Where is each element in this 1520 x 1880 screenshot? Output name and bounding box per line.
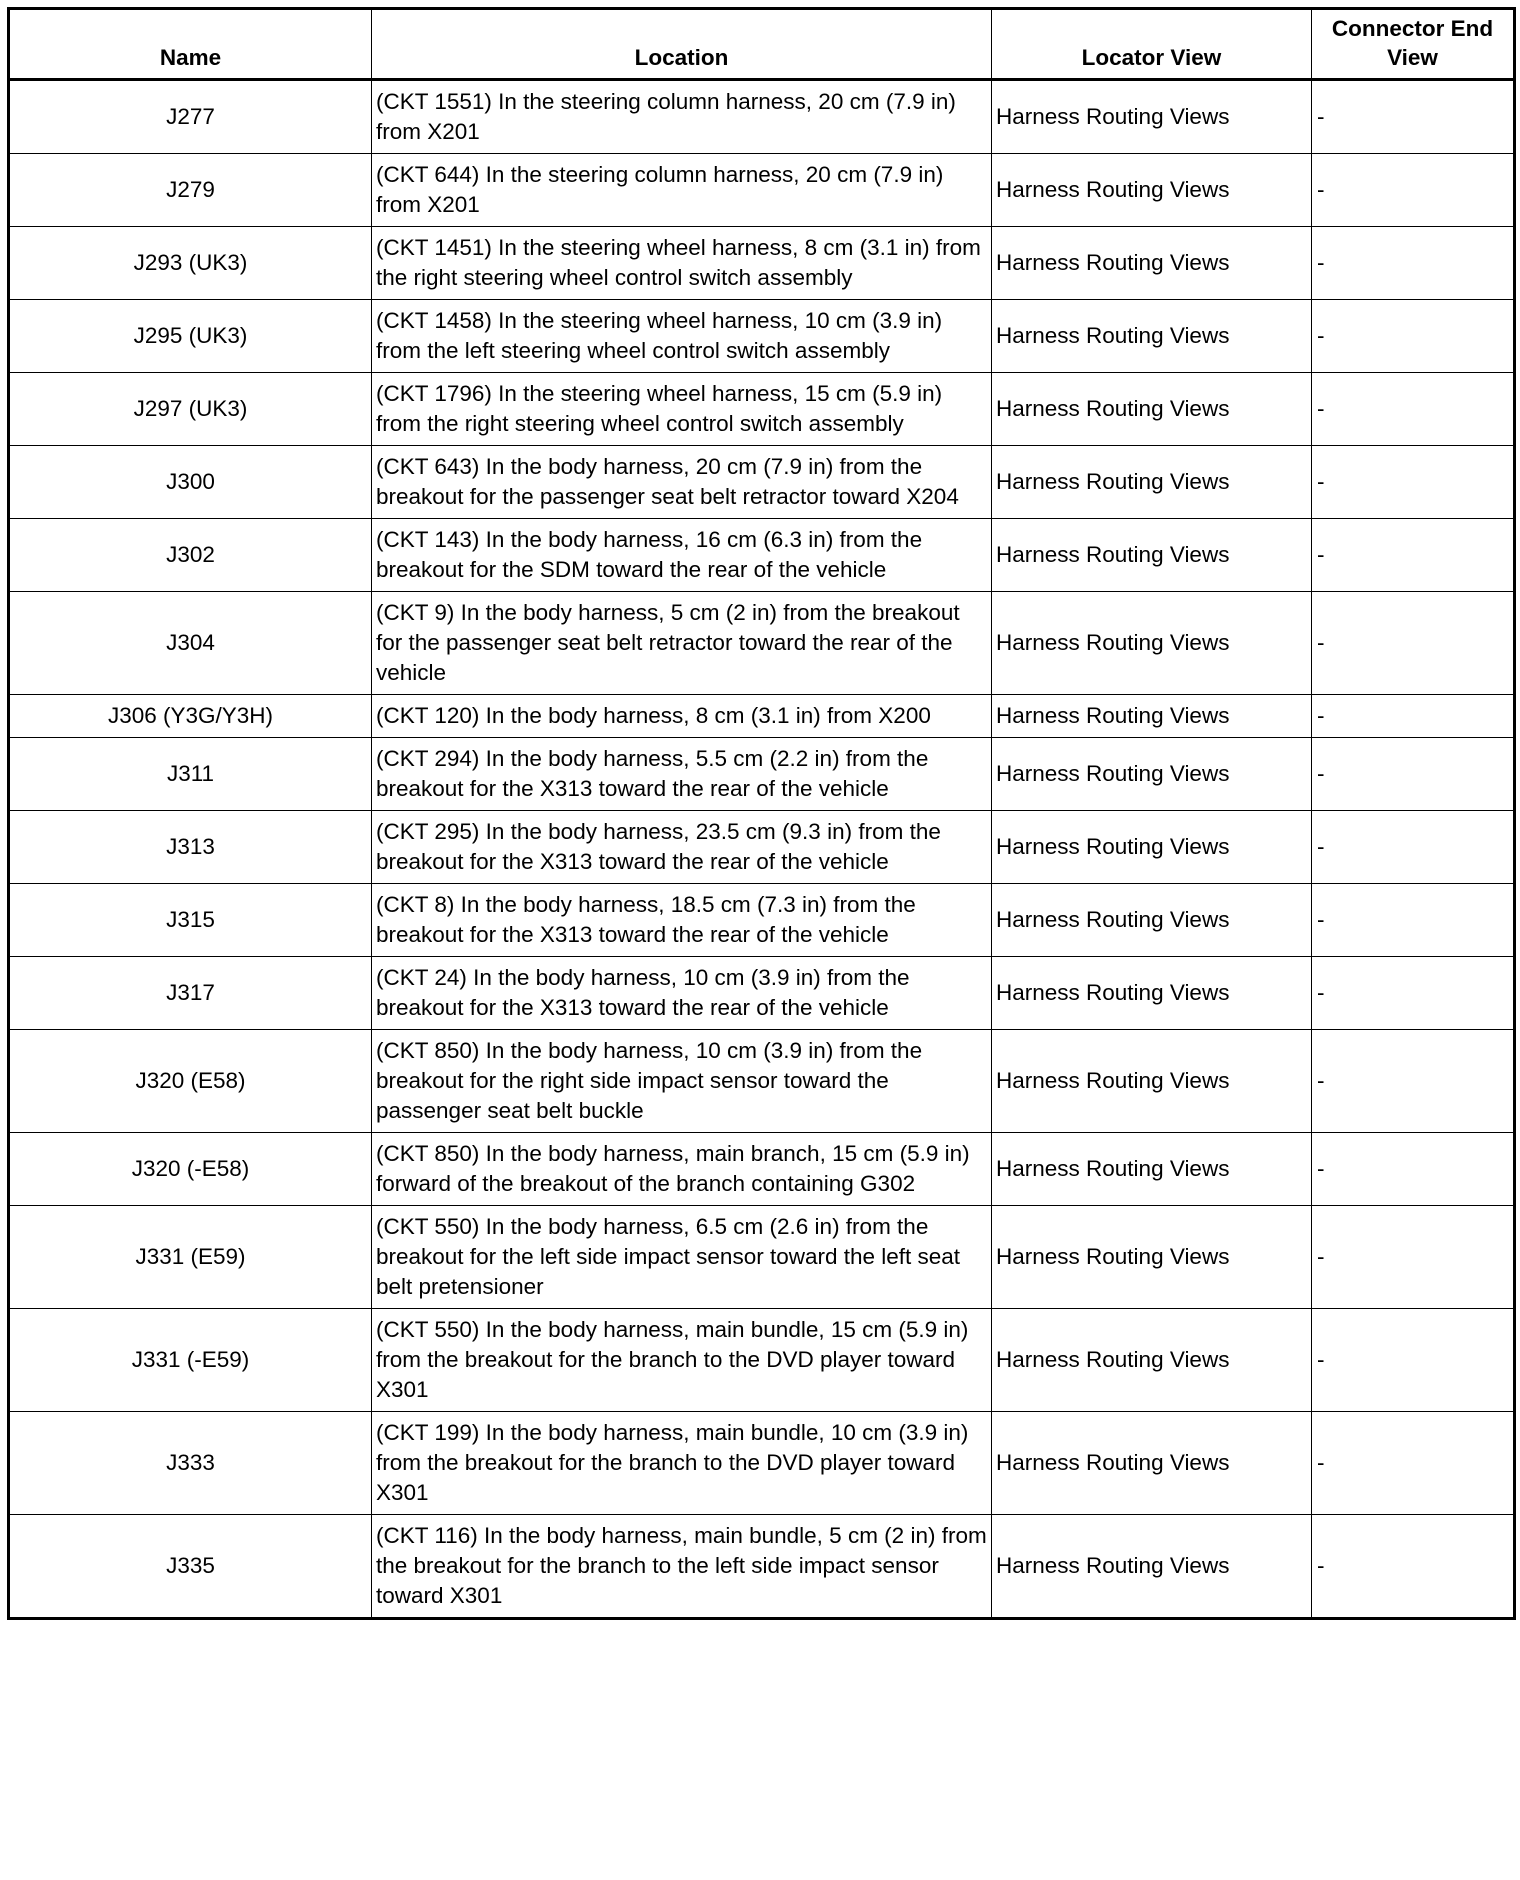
cell-name: J293 (UK3)	[9, 227, 372, 300]
cell-name: J331 (E59)	[9, 1206, 372, 1309]
header-name: Name	[9, 9, 372, 80]
cell-location: (CKT 143) In the body harness, 16 cm (6.3 in) from the breakout for the SDM toward the rear of the vehicle	[372, 519, 992, 592]
cell-connector-end-view: -	[1312, 1206, 1515, 1309]
table-row	[9, 738, 1515, 811]
cell-connector-end-view: -	[1312, 811, 1515, 884]
cell-connector-end-view: -	[1312, 1309, 1515, 1412]
cell-locator-view[interactable]: Harness Routing Views	[992, 1030, 1312, 1133]
cell-connector-end-view: -	[1312, 1412, 1515, 1515]
cell-connector-end-view: -	[1312, 446, 1515, 519]
cell-name: J320 (-E58)	[9, 1133, 372, 1206]
table-row	[9, 1309, 1515, 1412]
cell-name: J297 (UK3)	[9, 373, 372, 446]
cell-location: (CKT 644) In the steering column harness, 20 cm (7.9 in) from X201	[372, 154, 992, 227]
cell-location: (CKT 643) In the body harness, 20 cm (7.9 in) from the breakout for the passenger seat belt retractor toward X204	[372, 446, 992, 519]
cell-location: (CKT 850) In the body harness, main branch, 15 cm (5.9 in) forward of the breakout of the branch containing G302	[372, 1133, 992, 1206]
cell-connector-end-view: -	[1312, 80, 1515, 154]
table-row	[9, 592, 1515, 695]
cell-connector-end-view: -	[1312, 154, 1515, 227]
table-row	[9, 300, 1515, 373]
cell-connector-end-view: -	[1312, 884, 1515, 957]
cell-connector-end-view: -	[1312, 1133, 1515, 1206]
cell-location: (CKT 24) In the body harness, 10 cm (3.9 in) from the breakout for the X313 toward the rear of the vehicle	[372, 957, 992, 1030]
cell-connector-end-view: -	[1312, 738, 1515, 811]
cell-location: (CKT 294) In the body harness, 5.5 cm (2.2 in) from the breakout for the X313 toward the rear of the vehicle	[372, 738, 992, 811]
cell-name: J317	[9, 957, 372, 1030]
cell-locator-view[interactable]: Harness Routing Views	[992, 738, 1312, 811]
cell-locator-view[interactable]: Harness Routing Views	[992, 1515, 1312, 1619]
cell-location: (CKT 199) In the body harness, main bundle, 10 cm (3.9 in) from the breakout for the branch to the DVD player toward X301	[372, 1412, 992, 1515]
cell-locator-view[interactable]: Harness Routing Views	[992, 1309, 1312, 1412]
header-location: Location	[372, 9, 992, 80]
cell-location: (CKT 1458) In the steering wheel harness, 10 cm (3.9 in) from the left steering wheel control switch assembly	[372, 300, 992, 373]
cell-name: J304	[9, 592, 372, 695]
cell-name: J295 (UK3)	[9, 300, 372, 373]
table-row	[9, 154, 1515, 227]
cell-name: J306 (Y3G/Y3H)	[9, 695, 372, 738]
cell-locator-view[interactable]: Harness Routing Views	[992, 519, 1312, 592]
table-row	[9, 80, 1515, 154]
cell-locator-view[interactable]: Harness Routing Views	[992, 80, 1312, 154]
table-row	[9, 1030, 1515, 1133]
cell-location: (CKT 550) In the body harness, 6.5 cm (2.6 in) from the breakout for the left side impact sensor toward the left seat belt pretensioner	[372, 1206, 992, 1309]
cell-locator-view[interactable]: Harness Routing Views	[992, 154, 1312, 227]
cell-name: J335	[9, 1515, 372, 1619]
table-row	[9, 373, 1515, 446]
cell-location: (CKT 1796) In the steering wheel harness, 15 cm (5.9 in) from the right steering wheel control switch assembly	[372, 373, 992, 446]
cell-location: (CKT 1451) In the steering wheel harness, 8 cm (3.1 in) from the right steering wheel control switch assembly	[372, 227, 992, 300]
table-row	[9, 811, 1515, 884]
cell-locator-view[interactable]: Harness Routing Views	[992, 227, 1312, 300]
table-header-row	[9, 9, 1515, 80]
cell-locator-view[interactable]: Harness Routing Views	[992, 1133, 1312, 1206]
cell-name: J333	[9, 1412, 372, 1515]
cell-location: (CKT 550) In the body harness, main bundle, 15 cm (5.9 in) from the breakout for the branch to the DVD player toward X301	[372, 1309, 992, 1412]
table-row	[9, 884, 1515, 957]
cell-locator-view[interactable]: Harness Routing Views	[992, 300, 1312, 373]
cell-connector-end-view: -	[1312, 957, 1515, 1030]
cell-name: J302	[9, 519, 372, 592]
cell-locator-view[interactable]: Harness Routing Views	[992, 592, 1312, 695]
cell-name: J315	[9, 884, 372, 957]
table-row	[9, 1515, 1515, 1619]
cell-name: J279	[9, 154, 372, 227]
cell-locator-view[interactable]: Harness Routing Views	[992, 957, 1312, 1030]
cell-location: (CKT 8) In the body harness, 18.5 cm (7.3 in) from the breakout for the X313 toward the rear of the vehicle	[372, 884, 992, 957]
cell-locator-view[interactable]: Harness Routing Views	[992, 1412, 1312, 1515]
cell-locator-view[interactable]: Harness Routing Views	[992, 373, 1312, 446]
table-row	[9, 957, 1515, 1030]
table-row	[9, 446, 1515, 519]
cell-location: (CKT 9) In the body harness, 5 cm (2 in) from the breakout for the passenger seat belt retractor toward the rear of the vehicle	[372, 592, 992, 695]
cell-connector-end-view: -	[1312, 1515, 1515, 1619]
cell-location: (CKT 850) In the body harness, 10 cm (3.9 in) from the breakout for the right side impact sensor toward the passenger seat belt buckle	[372, 1030, 992, 1133]
cell-locator-view[interactable]: Harness Routing Views	[992, 446, 1312, 519]
header-connector-end-view: Connector End View	[1312, 9, 1515, 80]
cell-location: (CKT 116) In the body harness, main bundle, 5 cm (2 in) from the breakout for the branch to the left side impact sensor toward X301	[372, 1515, 992, 1619]
table-row	[9, 1206, 1515, 1309]
cell-locator-view[interactable]: Harness Routing Views	[992, 1206, 1312, 1309]
cell-connector-end-view: -	[1312, 1030, 1515, 1133]
cell-name: J320 (E58)	[9, 1030, 372, 1133]
cell-name: J311	[9, 738, 372, 811]
header-locator-view: Locator View	[992, 9, 1312, 80]
cell-locator-view[interactable]: Harness Routing Views	[992, 811, 1312, 884]
cell-name: J331 (-E59)	[9, 1309, 372, 1412]
cell-name: J277	[9, 80, 372, 154]
cell-locator-view[interactable]: Harness Routing Views	[992, 695, 1312, 738]
cell-connector-end-view: -	[1312, 695, 1515, 738]
cell-location: (CKT 1551) In the steering column harness, 20 cm (7.9 in) from X201	[372, 80, 992, 154]
splice-location-table	[7, 7, 1516, 1620]
cell-connector-end-view: -	[1312, 227, 1515, 300]
cell-connector-end-view: -	[1312, 519, 1515, 592]
cell-connector-end-view: -	[1312, 592, 1515, 695]
cell-location: (CKT 120) In the body harness, 8 cm (3.1 in) from X200	[372, 695, 992, 738]
cell-locator-view[interactable]: Harness Routing Views	[992, 884, 1312, 957]
cell-name: J300	[9, 446, 372, 519]
cell-name: J313	[9, 811, 372, 884]
table-row	[9, 1412, 1515, 1515]
table-row	[9, 519, 1515, 592]
cell-connector-end-view: -	[1312, 373, 1515, 446]
cell-connector-end-view: -	[1312, 300, 1515, 373]
table-row	[9, 1133, 1515, 1206]
table-row	[9, 227, 1515, 300]
cell-location: (CKT 295) In the body harness, 23.5 cm (9.3 in) from the breakout for the X313 toward the rear of the vehicle	[372, 811, 992, 884]
table-row	[9, 695, 1515, 738]
